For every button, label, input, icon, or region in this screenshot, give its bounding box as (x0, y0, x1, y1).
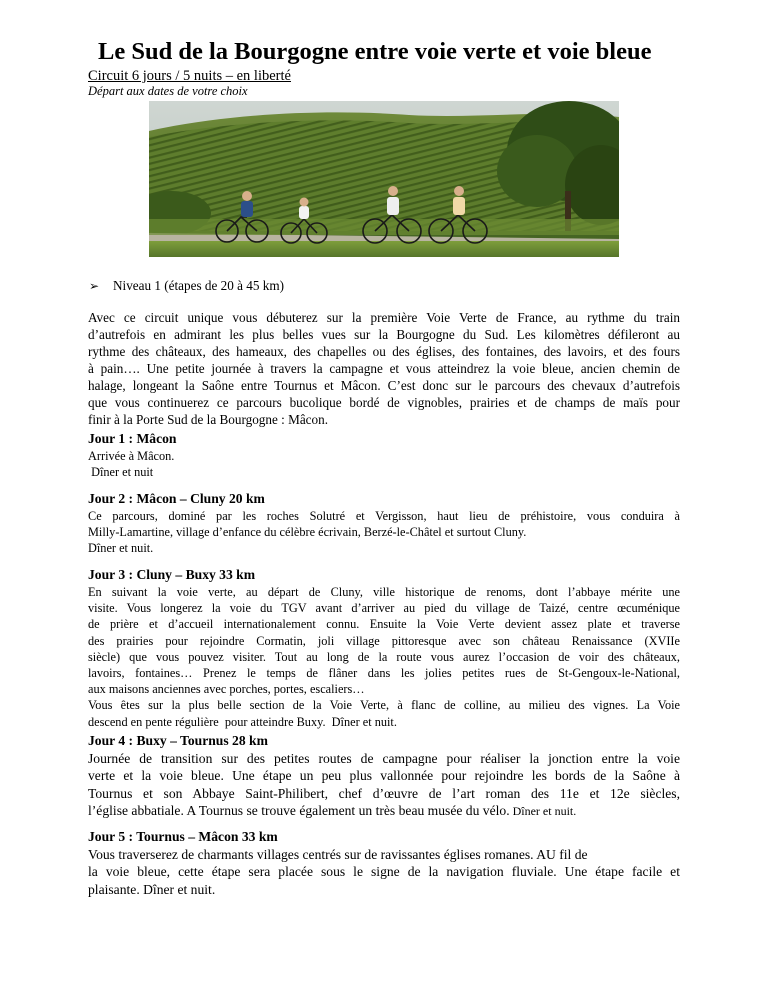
intro-line: finir à la Porte Sud de la Bourgogne : Mâcon. (88, 412, 329, 427)
day-4-line: Journée de transition sur des petites routes de campagne pour réaliser la jonction entre la voie (88, 751, 680, 766)
day-3-line: visite. Vous longerez la voie du TGV avant d’arriver au pied du village de Taizé, centre œcuménique (88, 601, 680, 616)
day-5-line: plaisante. Dîner et nuit. (88, 881, 216, 897)
day-3-line: des prairies pour rejoindre Cormatin, joli village pittoresque avec son château Renaissance (XVIIe (88, 633, 680, 648)
day-2-line: Dîner et nuit. (88, 541, 154, 556)
intro-line: à pain…. Une petite journée à travers la campagne et vous atteindrez la voie bleue, ancien chemin de (88, 361, 680, 376)
day-3-line: En suivant la voie verte, au départ de Cluny, ville historique de renoms, dont l’abbaye mérite une (88, 585, 680, 599)
day-3-line: siècle) que vous pouvez visiter. Tout au long de la route vous aurez l’occasion de voir des châteaux, (88, 649, 680, 664)
arrow-bullet-icon: ➢ (89, 279, 100, 293)
day-1-line: Arrivée à Mâcon. (88, 449, 175, 463)
intro-line: d’autrefois en admirant les plus belles vues sur la Bourgogne du Sud. Les kilomètres défileront au (88, 327, 680, 342)
difficulty-level-text: Niveau 1 (étapes de 20 à 45 km) (113, 278, 285, 293)
intro-line: halage, longeant la Saône entre Tournus et Mâcon. C’est donc sur le parcours des chevaux d’autrefois (88, 378, 680, 393)
day-5-text (88, 846, 680, 898)
day-5-line: la voie bleue, cette étape sera placée sous le signe de la navigation fluviale. Une étape facile et (88, 864, 680, 880)
document-title: Le Sud de la Bourgogne entre voie verte et voie bleue (98, 38, 652, 65)
day-3-line: de prière et d’accueil internationalement connu. Ensuite la Voie Verte devient assez plate et traverse (88, 617, 680, 632)
day-2-text (88, 508, 680, 557)
day-3-line: descend en pente régulière pour atteindre Buxy. Dîner et nuit. (88, 714, 397, 729)
day-4-last-line: l’église abbatiale. A Tournus se trouve également un très beau musée du vélo. (88, 803, 510, 819)
intro-line: Avec ce circuit unique vous débuterez sur la première Voie Verte de France, au rythme du train (88, 310, 680, 325)
day-3-line: lavoirs, fontaines… Prenez le temps de flâner dans les jolies petites rues de St-Gengoux-le-National, (88, 666, 680, 681)
intro-paragraph (88, 309, 680, 428)
cyclists-vineyard-photo (149, 101, 619, 257)
difficulty-level (89, 278, 284, 294)
departure-note: Départ aux dates de votre choix (88, 84, 248, 98)
day-2-line: Milly-Lamartine, village d’enfance du célèbre écrivain, Berzé-le-Châtel et surtout Cluny. (88, 525, 527, 540)
day-3-line: aux maisons anciennes avec porches, portes, escaliers… (88, 682, 365, 697)
circuit-subtitle: Circuit 6 jours / 5 nuits – en liberté (88, 68, 291, 84)
photo-illustration (149, 101, 619, 257)
day-4-line: verte et la voie bleue. Une étape un peu plus vallonnée pour rejoindre les bords de la Saône à (88, 768, 680, 784)
day-4-text (88, 750, 680, 821)
day-5-heading: Jour 5 : Tournus – Mâcon 33 km (88, 829, 278, 844)
day-3-heading: Jour 3 : Cluny – Buxy 33 km (88, 567, 256, 582)
day-5-line: Vous traverserez de charmants villages centrés sur de ravissantes églises romanes. AU fil de (88, 847, 588, 862)
intro-line: rythme des châteaux, des hameaux, des chapelles ou des églises, des fontaines, des lavoirs, et des fours (88, 344, 680, 359)
day-1-line: Dîner et nuit (88, 465, 154, 480)
intro-line: que vous continuerez ce parcours bucolique bordé de vignobles, prairies et de champs de maïs pour (88, 395, 680, 410)
day-3-line: Vous êtes sur la plus belle section de la Voie Verte, à flanc de colline, au milieu des vignes. La Voie (88, 698, 680, 713)
day-4-heading: Jour 4 : Buxy – Tournus 28 km (88, 733, 268, 748)
day-2-heading: Jour 2 : Mâcon – Cluny 20 km (88, 491, 265, 506)
day-1-text (88, 448, 680, 480)
day-4-dinner-note: Dîner et nuit. (509, 804, 577, 819)
day-1-heading: Jour 1 : Mâcon (88, 431, 177, 446)
day-4-line: Tournus et son Abbaye Saint-Philibert, chef d’œuvre de l’art roman des 11e et 12e siècles, (88, 785, 680, 801)
day-2-line: Ce parcours, dominé par les roches Solutré et Vergisson, haut lieu de préhistoire, vous conduira à (88, 509, 680, 523)
day-4-line (88, 802, 680, 820)
day-3-text (88, 584, 680, 730)
